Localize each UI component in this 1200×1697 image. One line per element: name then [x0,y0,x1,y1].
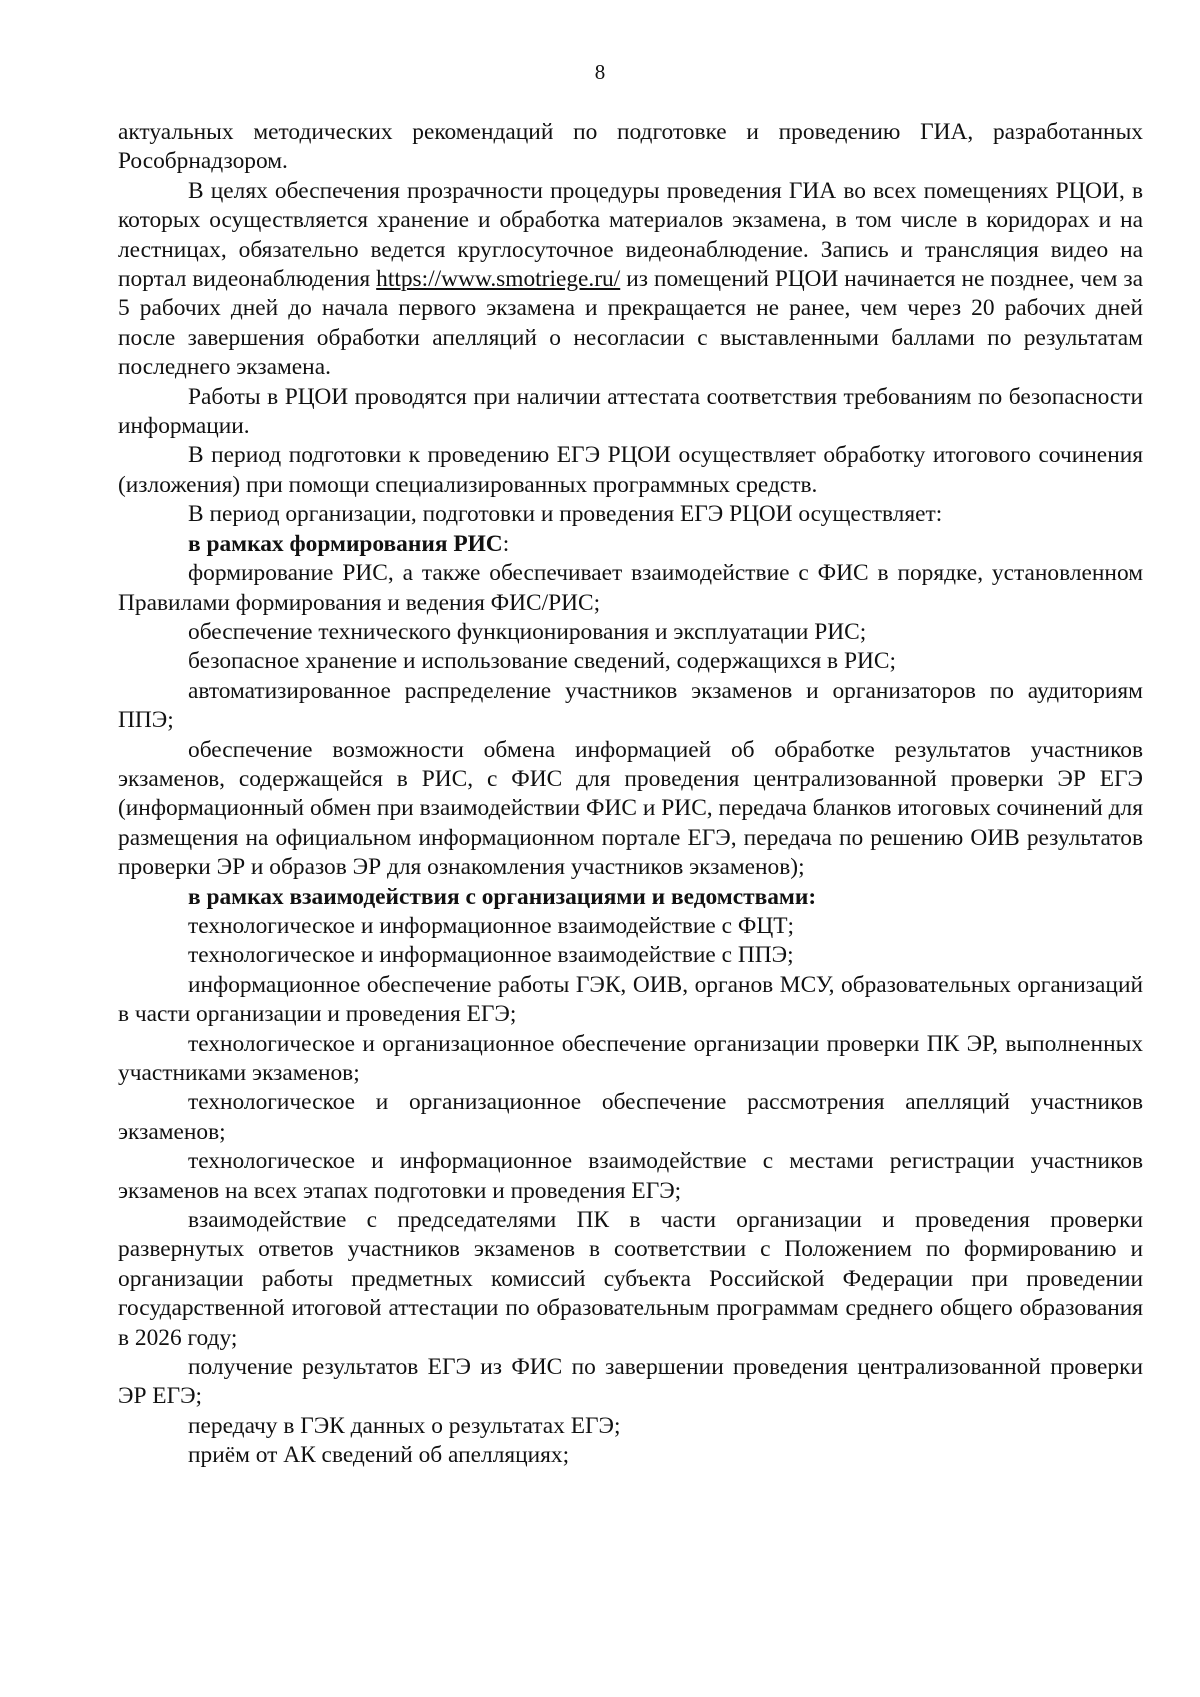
paragraph [118,177,1143,383]
heading-text: в рамках взаимодействия с организациями и ведомствами: [188,883,817,910]
smotriege-link[interactable]: https://www.smotriege.ru/ [376,266,621,293]
list-item: взаимодействие с председателями ПК в части организации и проведения проверки развернутых ответов участников экзаменов в соответствии с Положением по формированию и организации работы предметных комиссий субъекта Российской Федерации при проведении государственной итоговой аттестации по образовательным программам среднего общего образования в 2026 году; [118,1207,1143,1351]
list-item: технологическое и информационное взаимодействие с ППЭ; [188,942,794,969]
list-item: безопасное хранение и использование сведений, содержащихся в РИС; [188,648,896,675]
paragraph: Работы в РЦОИ проводятся при наличии аттестата соответствия требованиям по безопасности информации. [118,383,1143,440]
video-line-prefix: Запись и трансляция видео на портал видеонаблюдения [118,236,1144,293]
list-item: технологическое и информационное взаимодействие с ФЦТ; [188,912,795,939]
list-item: технологическое и информационное взаимодействие с местами регистрации участников экзаменов на всех этапах подготовки и проведения ЕГЭ; [118,1148,1143,1204]
list-item: автоматизированное распределение участников экзаменов и организаторов по аудиториям ППЭ; [118,677,1143,734]
list-item: передачу в ГЭК данных о результатах ЕГЭ; [188,1412,621,1439]
list-item: обеспечение возможности обмена информацией об обработке результатов участников экзаменов, содержащейся в РИС, с ФИС для проведения централизованной проверки ЭР ЕГЭ (информационный обмен при взаимодействии ФИС и РИС, передача бланков итоговых сочинений для размещения на официальном информационном портале ЕГЭ, передача по решению ОИВ результатов проверки ЭР и образов ЭР для ознакомления участников экзаменов); [118,736,1143,881]
section-heading-ris [118,530,1143,559]
list-item: формирование РИС, а также обеспечивает взаимодействие с ФИС в порядке, установленном Правилами формирования и ведения ФИС/РИС; [118,560,1143,616]
section-heading-orgs [118,883,1143,912]
video-line-suffix: из [620,266,648,293]
heading-text: в рамках формирования РИС [188,530,503,557]
paragraph-text: помещений РЦОИ начинается не позднее, чем за 5 рабочих дней до начала первого экзамена и прекращается не ранее, чем через 20 рабочих дней после завершения обработки апелляций о несогласии с выставленными баллами по результатам последнего экзамена. [118,266,1144,381]
paragraph: В период подготовки к проведению ЕГЭ РЦОИ осуществляет обработку итогового сочинения (изложения) при помощи специализированных программных средств. [118,442,1143,498]
list-item: технологическое и организационное обеспечение организации проверки ПК ЭР, выполненных участниками экзаменов; [118,1030,1143,1086]
paragraph: В период организации, подготовки и проведения ЕГЭ РЦОИ осуществляет: [188,501,943,528]
paragraph-text: В целях обеспечения прозрачности процедуры проведения ГИА во всех помещениях РЦОИ, в которых осуществляется хранение и обработка материалов экзамена, в том числе в коридорах и на лестницах, обязательно ведется круглосуточное видеонаблюдение. [118,177,1143,263]
paragraph: актуальных методических рекомендаций по подготовке и проведению ГИА, разработанных Рособрнадзором. [118,119,1143,175]
list-item: информационное обеспечение работы ГЭК, ОИВ, органов МСУ, образовательных организаций в части организации и проведения ЕГЭ; [118,971,1143,1028]
page-number: 8 [594,60,606,84]
list-item: получение результатов ЕГЭ из ФИС по завершении проведения централизованной проверки ЭР ЕГЭ; [118,1354,1143,1410]
heading-suffix: : [502,530,510,557]
list-item: приём от АК сведений об апелляциях; [188,1442,570,1469]
document-body [118,118,1143,1471]
list-item: обеспечение технического функционирования и эксплуатации РИС; [188,618,867,645]
list-item: технологическое и организационное обеспечение рассмотрения апелляций участников экзаменов; [118,1089,1143,1145]
